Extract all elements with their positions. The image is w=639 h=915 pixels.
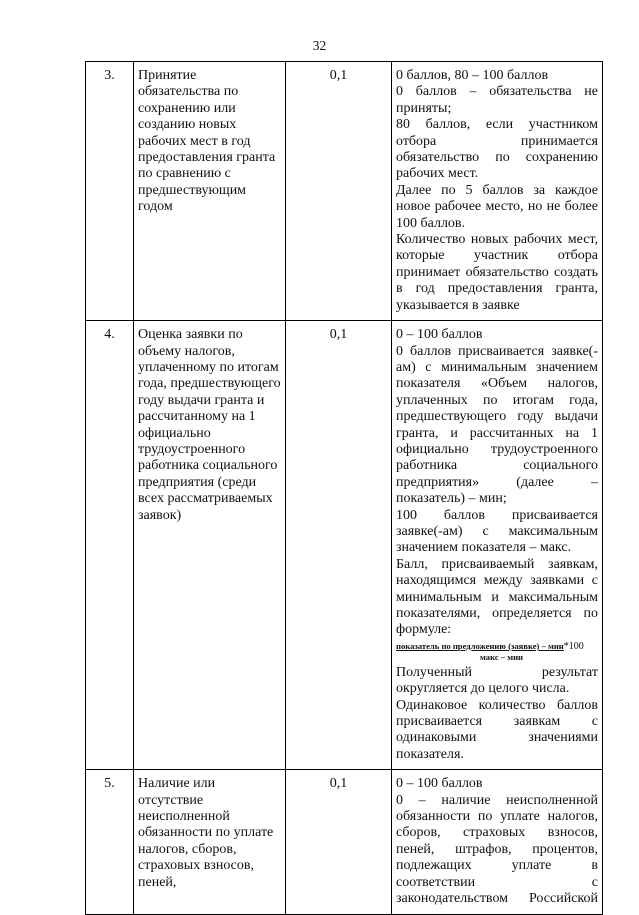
page-number: 32 xyxy=(312,38,327,53)
description-paragraph: 80 баллов, если участником отбора принимается обязательство по сохранению рабочих мест. xyxy=(396,117,598,182)
criterion-name: Оценка заявки по объему налогов, уплаченному по итогам года, предшествующего году выдачи гранта и рассчитанному на 1 официально трудоустроенного работника социального предприятия (среди всех рассматриваемых заявок) xyxy=(134,321,286,770)
description-paragraph: Одинаковое количество баллов присваивается заявкам с одинаковыми значениями показателя. xyxy=(396,697,598,762)
description-paragraph: Количество новых рабочих мест, которые участник отбора принимает обязательство создать в год предоставления гранта, указывается в заявке xyxy=(396,232,598,313)
criterion-weight: 0,1 xyxy=(286,62,392,321)
table-row xyxy=(86,62,603,321)
criterion-description xyxy=(392,321,603,770)
row-number: 5. xyxy=(86,770,134,914)
description-paragraph: 0 – наличие неисполненной обязанности по уплате налогов, сборов, страховых взносов, пеней, штрафов, процентов, подлежащих уплате в соответствии с законодательством Российской xyxy=(396,792,598,907)
criterion-weight: 0,1 xyxy=(286,770,392,914)
description-paragraph: Балл, присваиваемый заявкам, находящимся между заявками с минимальным и максимальным показателями, определяется по формуле: xyxy=(396,556,598,638)
description-paragraph: 0 баллов – обязательства не приняты; xyxy=(396,84,598,116)
description-paragraph: Полученный результат округляется до целого числа. xyxy=(396,664,598,697)
criteria-table xyxy=(85,61,603,915)
formula-multiplier: *100 xyxy=(563,640,584,652)
table-row xyxy=(86,321,603,770)
criterion-description xyxy=(392,770,603,914)
description-paragraph: 0 баллов присваивается заявке(-ам) с минимальным значением показателя «Объем налогов, уплаченных по итогам года, предшествующего году выдачи гранта, и рассчитанных на 1 официально трудоустроенного работника социального предприятия» (далее – показатель) – мин; xyxy=(396,343,598,507)
description-paragraph: 0 баллов, 80 – 100 баллов xyxy=(396,68,549,83)
score-formula xyxy=(396,641,598,662)
row-number: 4. xyxy=(86,321,134,770)
formula-numerator: показатель по предложению (заявке) – мин xyxy=(396,640,564,651)
description-paragraph: 0 – 100 баллов xyxy=(396,776,483,792)
criterion-name: Принятие обязательства по сохранению или созданию новых рабочих мест в год предоставления гранта по сравнению с предшествующим годом xyxy=(134,62,286,321)
criterion-description xyxy=(392,62,603,321)
formula-denominator: макс – мин xyxy=(480,651,523,662)
description-paragraph: Далее по 5 баллов за каждое новое рабочее место, но не более 100 баллов. xyxy=(396,182,598,231)
criterion-name: Наличие или отсутствие неисполненной обязанности по уплате налогов, сборов, страховых взносов, пеней, xyxy=(134,770,286,914)
row-number: 3. xyxy=(86,62,134,321)
description-paragraph: 100 баллов присваивается заявке(-ам) с максимальным значением показателя – макс. xyxy=(396,507,598,556)
table-row xyxy=(86,770,603,914)
description-paragraph: 0 – 100 баллов xyxy=(396,327,483,343)
criterion-weight: 0,1 xyxy=(286,321,392,770)
